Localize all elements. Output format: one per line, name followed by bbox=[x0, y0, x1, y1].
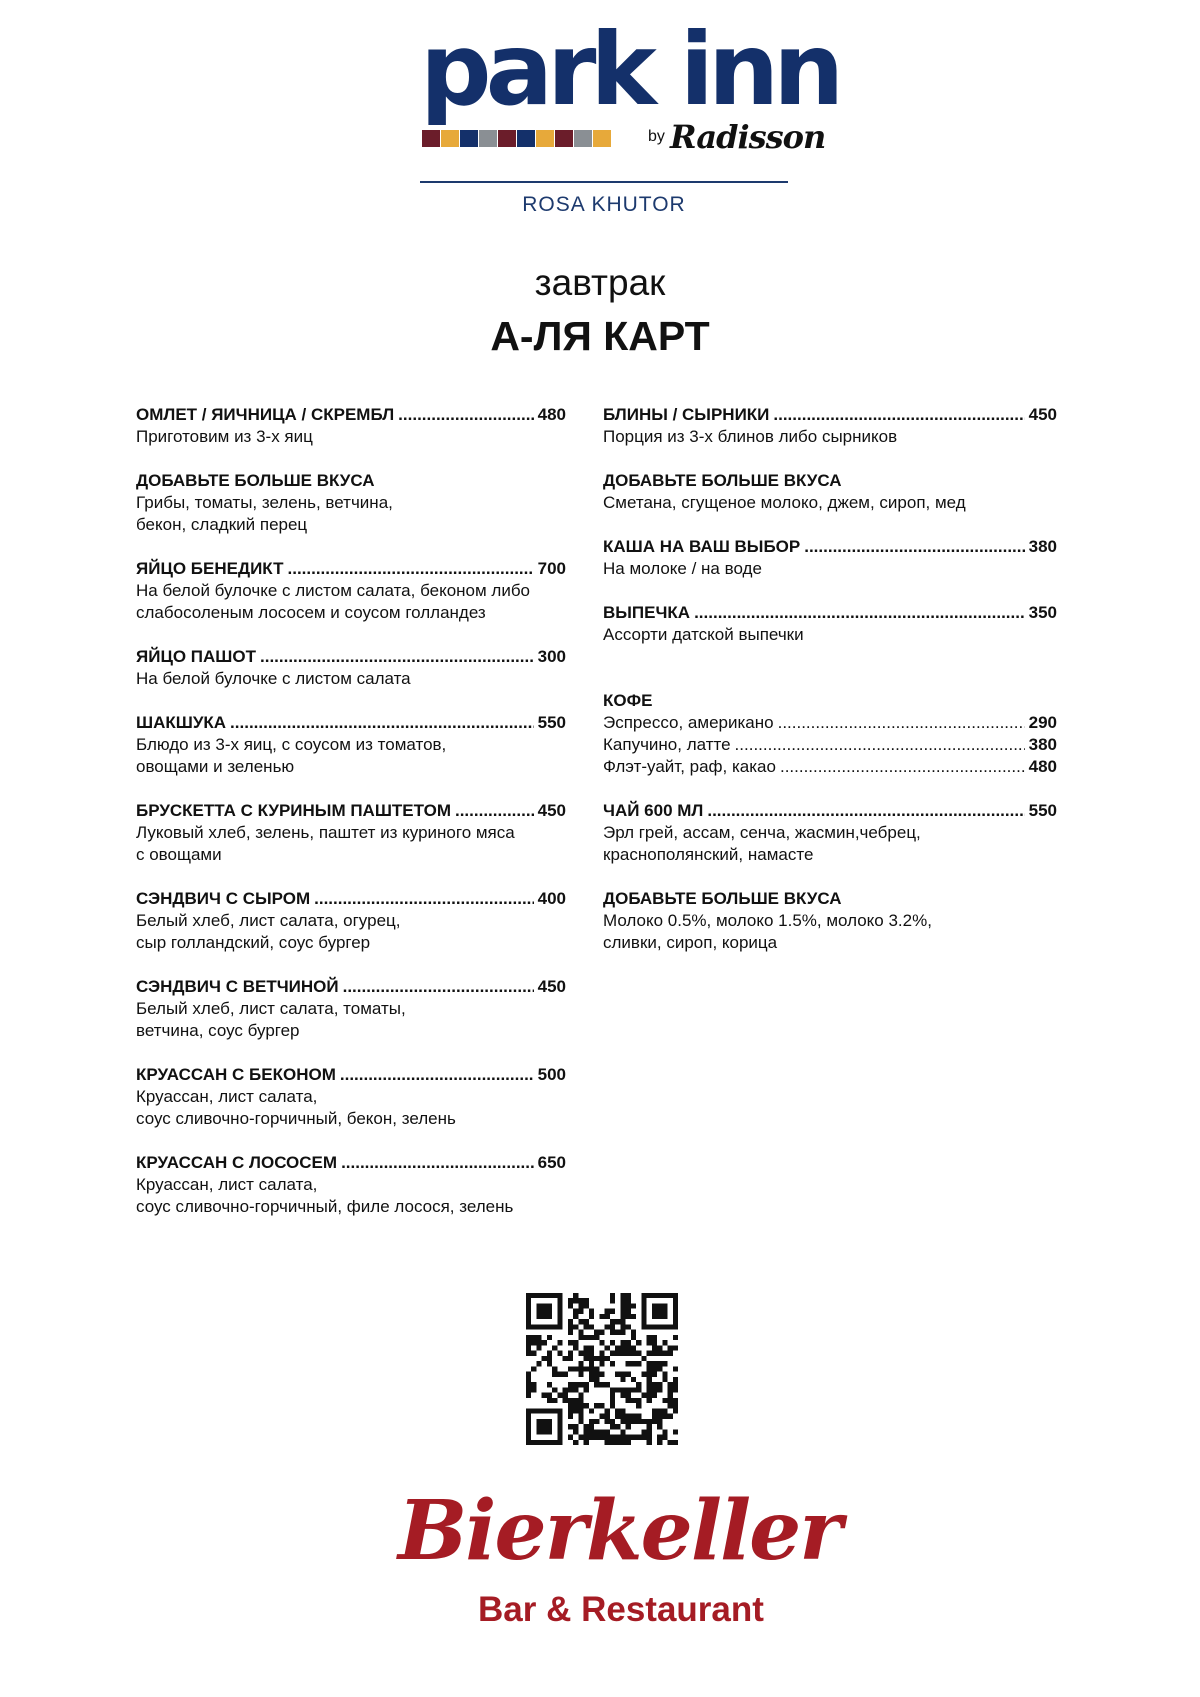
menu-item-price: 650 bbox=[537, 1153, 566, 1172]
menu-item-price: 550 bbox=[1028, 801, 1057, 820]
menu-item-description: Порция из 3-х блинов либо сырников bbox=[603, 427, 898, 446]
dot-leader bbox=[707, 800, 1024, 822]
menu-title: А-ЛЯ КАРТ bbox=[490, 313, 710, 359]
brand-color-stripes bbox=[422, 130, 612, 147]
menu-subtitle: завтрак bbox=[534, 262, 666, 303]
dot-leader bbox=[778, 712, 1025, 734]
brand-stripe bbox=[479, 130, 497, 147]
menu-item-description: Грибы, томаты, зелень, ветчина, бекон, сладкий перец bbox=[136, 493, 393, 534]
menu-item bbox=[603, 602, 1057, 646]
menu-item-name: БЛИНЫ / СЫРНИКИ bbox=[603, 405, 770, 424]
brand-partner: Radisson bbox=[670, 118, 826, 156]
menu-item-name: ДОБАВЬТЕ БОЛЬШЕ ВКУСА bbox=[136, 471, 375, 490]
menu-item-description: На белой булочке с листом салата bbox=[136, 669, 411, 688]
coffee-item bbox=[603, 756, 1057, 778]
dot-leader bbox=[340, 1064, 534, 1086]
menu-item-name: СЭНДВИЧ С СЫРОМ bbox=[136, 889, 311, 908]
menu-item bbox=[603, 404, 1057, 448]
menu-item bbox=[136, 404, 566, 448]
brand-stripe bbox=[441, 130, 459, 147]
dot-leader bbox=[341, 1152, 534, 1174]
menu-item-name: ВЫПЕЧКА bbox=[603, 603, 691, 622]
menu-item-price: 700 bbox=[537, 559, 566, 578]
menu-item-description: На молоке / на воде bbox=[603, 559, 762, 578]
menu-item-name: ДОБАВЬТЕ БОЛЬШЕ ВКУСА bbox=[603, 889, 842, 908]
dot-leader bbox=[455, 800, 534, 822]
menu-item bbox=[603, 800, 1057, 866]
menu-item bbox=[136, 712, 566, 778]
menu-column-right bbox=[603, 404, 1057, 976]
menu-item bbox=[136, 1152, 566, 1218]
coffee-item-name: Капучино, латте bbox=[603, 735, 731, 754]
brand-name: park inn bbox=[420, 11, 839, 128]
dot-leader bbox=[260, 646, 534, 668]
menu-item-description: На белой булочке с листом салата, беконом либо слабосоленым лососем и соусом голландез bbox=[136, 581, 531, 622]
menu-item-name: СЭНДВИЧ С ВЕТЧИНОЙ bbox=[136, 977, 339, 996]
brand-by: by bbox=[648, 128, 665, 145]
coffee-section bbox=[603, 690, 1057, 778]
dot-leader bbox=[804, 536, 1024, 558]
menu-item-description: Приготовим из 3-х яиц bbox=[136, 427, 313, 446]
dot-leader bbox=[773, 404, 1024, 426]
dot-leader bbox=[694, 602, 1025, 624]
menu-item-price: 350 bbox=[1028, 603, 1057, 622]
brand-stripe bbox=[498, 130, 516, 147]
coffee-item-name: Флэт-уайт, раф, какао bbox=[603, 757, 776, 776]
menu-item bbox=[136, 470, 566, 536]
restaurant-subtitle: Bar & Restaurant bbox=[478, 1590, 764, 1629]
menu-item-description: Эрл грей, ассам, сенча, жасмин,чебрец, краснополянский, намасте bbox=[603, 823, 921, 864]
qr-code[interactable] bbox=[526, 1293, 678, 1445]
menu-item-name: КРУАССАН С ЛОСОСЕМ bbox=[136, 1153, 338, 1172]
menu-item-price: 450 bbox=[1028, 405, 1057, 424]
menu-item-price: 450 bbox=[537, 977, 566, 996]
menu-item bbox=[136, 800, 566, 866]
menu-item-price: 550 bbox=[537, 713, 566, 732]
menu-item bbox=[136, 976, 566, 1042]
park-inn-logo bbox=[420, 11, 839, 218]
menu-item-description: Молоко 0.5%, молоко 1.5%, молоко 3.2%, сливки, сироп, корица bbox=[603, 911, 932, 952]
coffee-item-name: Эспрессо, американо bbox=[603, 713, 774, 732]
menu-item bbox=[603, 470, 1057, 514]
dot-leader bbox=[230, 712, 534, 734]
bierkeller-logo bbox=[390, 1483, 841, 1640]
menu-item-name: ЯЙЦО ПАШОТ bbox=[136, 647, 256, 666]
menu-column-left bbox=[136, 404, 566, 1240]
restaurant-name: Bierkeller bbox=[398, 1483, 841, 1579]
menu-item-name: ШАКШУКА bbox=[136, 713, 227, 732]
menu-item-description: Белый хлеб, лист салата, огурец, сыр голландский, соус бургер bbox=[136, 911, 401, 952]
menu-item-description: Луковый хлеб, зелень, паштет из куриного мяса с овощами bbox=[136, 823, 515, 864]
menu-item-price: 380 bbox=[1028, 537, 1057, 556]
menu-item-description: Белый хлеб, лист салата, томаты, ветчина, соус бургер bbox=[136, 999, 406, 1040]
dot-leader bbox=[288, 558, 534, 580]
brand-stripe bbox=[593, 130, 611, 147]
menu-item-price: 450 bbox=[537, 801, 566, 820]
coffee-item-price: 480 bbox=[1028, 757, 1057, 776]
menu-item bbox=[603, 536, 1057, 580]
coffee-item-price: 290 bbox=[1028, 713, 1057, 732]
menu-item-name: ЯЙЦО БЕНЕДИКТ bbox=[136, 559, 284, 578]
brand-stripe bbox=[422, 130, 440, 147]
brand-stripe bbox=[536, 130, 554, 147]
menu-item-price: 300 bbox=[537, 647, 566, 666]
menu-item-name: ЧАЙ 600 МЛ bbox=[603, 801, 704, 820]
menu-item-name: БРУСКЕТТА С КУРИНЫМ ПАШТЕТОМ bbox=[136, 801, 451, 820]
menu-item-name: ДОБАВЬТЕ БОЛЬШЕ ВКУСА bbox=[603, 471, 842, 490]
dot-leader bbox=[314, 888, 534, 910]
menu-item bbox=[136, 558, 566, 624]
coffee-title: КОФЕ bbox=[603, 691, 653, 710]
coffee-item-price: 380 bbox=[1028, 735, 1057, 754]
menu-item-price: 480 bbox=[537, 405, 566, 424]
menu-item-name: КАША НА ВАШ ВЫБОР bbox=[603, 537, 801, 556]
menu-item bbox=[136, 646, 566, 690]
menu-item-name: КРУАССАН С БЕКОНОМ bbox=[136, 1065, 336, 1084]
spacer bbox=[603, 668, 1057, 690]
brand-location: ROSA KHUTOR bbox=[522, 193, 686, 216]
dot-leader bbox=[780, 756, 1025, 778]
menu-item-description: Блюдо из 3-х яиц, с соусом из томатов, овощами и зеленью bbox=[136, 735, 447, 776]
menu-item bbox=[136, 888, 566, 954]
brand-stripe bbox=[517, 130, 535, 147]
logo-divider bbox=[420, 181, 788, 183]
menu-item-price: 400 bbox=[537, 889, 566, 908]
menu-item-description: Круассан, лист салата, соус сливочно-горчичный, бекон, зелень bbox=[136, 1087, 456, 1128]
brand-stripe bbox=[574, 130, 592, 147]
menu-item-price: 500 bbox=[537, 1065, 566, 1084]
menu-item bbox=[136, 1064, 566, 1130]
brand-stripe bbox=[555, 130, 573, 147]
menu-item-description: Круассан, лист салата, соус сливочно-горчичный, филе лосося, зелень bbox=[136, 1175, 514, 1216]
menu-item-description: Ассорти датской выпечки bbox=[603, 625, 804, 644]
menu-item-name: ОМЛЕТ / ЯИЧНИЦА / СКРЕМБЛ bbox=[136, 405, 395, 424]
coffee-item bbox=[603, 734, 1057, 756]
dot-leader bbox=[735, 734, 1025, 756]
menu-item-description: Сметана, сгущеное молоко, джем, сироп, мед bbox=[603, 493, 966, 512]
coffee-item bbox=[603, 712, 1057, 734]
dot-leader bbox=[398, 404, 533, 426]
brand-stripe bbox=[460, 130, 478, 147]
menu-item bbox=[603, 888, 1057, 954]
dot-leader bbox=[343, 976, 534, 998]
